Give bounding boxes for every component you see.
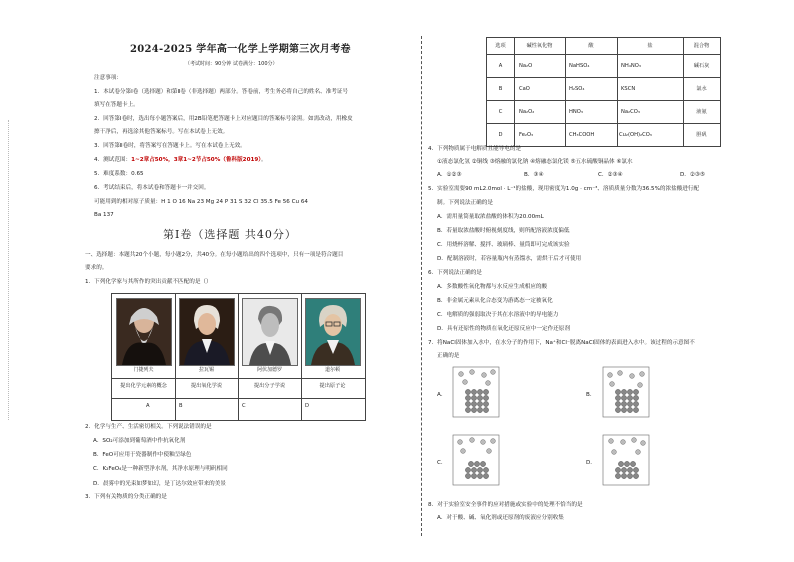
column-divider <box>421 36 422 536</box>
q7-label: A． <box>437 392 447 398</box>
q4-option: A．①②③ <box>437 172 462 178</box>
option-letter: B <box>179 403 183 409</box>
table-cell: Na₂CO₃ <box>621 108 640 115</box>
table-cell: Fe₂O₃ <box>519 131 534 138</box>
table-cell: HNO₃ <box>569 108 583 115</box>
scientist-name: 门捷列夫 <box>133 367 154 373</box>
table-cell: 液氨 <box>696 108 707 115</box>
q8-option: A．对于酸、碱、氧化剂或还原剂的废液应分别收集 <box>437 515 564 521</box>
q5-option: B．若量取浓盐酸时俯视刻度线，则所配溶液浓度偏低 <box>437 228 570 234</box>
table-cell: C <box>498 108 503 115</box>
q1-stem: 1．下列化学家与其所作的突出贡献不匹配的是（） <box>85 279 212 285</box>
q4-items: ①液态氯化氢 ②铜线 ③熔融的氯化钠 ④熔融态氯化镁 ⑤五水硫酸铜晶体 ⑥氯水 <box>437 159 633 165</box>
section-intro-cont: 要求的。 <box>85 265 108 271</box>
q7-label: B． <box>586 392 596 398</box>
scientist-contribution: 提出分子学说 <box>253 383 286 389</box>
q2-option: C．K₂FeO₄是一种新型净水剂，其净水原理与明矾相同 <box>93 466 228 472</box>
section-title: 第Ⅰ卷（选择题 共40分） <box>163 228 297 241</box>
q5-option: A．需用量筒量取浓盐酸的体积为20.00mL <box>437 214 544 220</box>
q6-stem: 6．下列说法正确的是 <box>428 270 482 276</box>
exam-title: 2024-2025 学年高一化学上学期第三次月考卷 <box>130 44 351 55</box>
q7-label: D． <box>586 460 596 466</box>
table-cell: CH₃COOH <box>569 131 595 138</box>
table-cell: D <box>498 131 503 138</box>
atomic-masses-cont: Ba 137 <box>94 212 114 218</box>
q7-label: C． <box>437 460 447 466</box>
table-cell: NaHSO₄ <box>569 62 590 69</box>
table-cell: Na₂O <box>519 62 533 69</box>
margin-line <box>8 120 9 420</box>
q2-option: D．晨雾中的光束如梦如幻，是丁达尔效应带来的美景 <box>93 481 226 487</box>
table-header: 碱性氧化物 <box>526 43 553 49</box>
scientist-name: 阿伏加德罗 <box>256 367 282 373</box>
table-cell: 碱石灰 <box>693 62 710 69</box>
table-cell: KSCN <box>621 85 636 92</box>
notice-difficulty: 5．难度系数：0.65 <box>94 171 144 177</box>
table-header: 盐 <box>647 43 653 49</box>
notice-line: 2．回答第Ⅰ卷时，选出每小题答案后，用2B铅笔把答题卡上对应题目的答案标号涂黑。如需改动，用橡皮 <box>94 116 353 122</box>
scientist-contribution: 提出原子论 <box>319 383 346 389</box>
q6-option: B．非金属元素从化合态变为游离态一定被氧化 <box>437 298 553 304</box>
notice-heading: 注意事项： <box>94 75 122 81</box>
q5-stem-cont: 制。下列说法正确的是 <box>437 200 493 206</box>
q6-option: D．具有还原性的物质在氧化还原反应中一定作还原剂 <box>437 326 570 332</box>
table-cell: NH₄NO₃ <box>621 62 641 69</box>
q6-option: C．电解质的强弱取决于其在水溶液中的导电能力 <box>437 312 559 318</box>
notice-scope-highlight: 1~2章占50%，3章1~2节占50%（鲁科版2019） <box>131 157 262 163</box>
notice-scope-suffix: 。 <box>261 157 267 163</box>
scientist-contribution: 提出化学元素的概念 <box>120 383 167 389</box>
table-cell: B <box>498 85 503 92</box>
q4-stem: 4．下列物质属于电解质且能导电的是 <box>428 146 522 152</box>
table-header: 酸 <box>588 43 594 49</box>
table-cell: 胆矾 <box>696 131 707 138</box>
portrait-mendeleev <box>116 298 172 366</box>
exam-subtitle: （考试时间：90分钟 试卷满分：100分） <box>185 61 278 67</box>
table-cell: A <box>498 62 503 69</box>
scientist-table <box>111 293 366 421</box>
table-header: 混合物 <box>693 43 710 49</box>
notice-line: 3．回答第Ⅱ卷时，将答案写在答题卡上。写在本试卷上无效。 <box>94 143 246 149</box>
notice-scope-prefix: 4．测试范围： <box>94 157 132 163</box>
scientist-contribution: 提出氧化学说 <box>190 383 223 389</box>
q4-option: C．②③④ <box>598 172 623 178</box>
section-intro: 一、选择题：本题共20个小题，每小题2分，共40分。在每小题给出的四个选项中，只有一项是符合题目 <box>85 252 344 258</box>
dissolution-diagram-c <box>452 434 500 486</box>
dissolution-diagram-d <box>602 434 650 486</box>
atomic-masses: 可能用到的相对原子质量：H 1 O 16 Na 23 Mg 24 P 31 S 32 Cl 35.5 Fe 56 Cu 64 <box>94 199 308 205</box>
q6-option: A．多数酸性氧化物都与水反应生成相应的酸 <box>437 284 548 290</box>
portrait-avogadro <box>242 298 298 366</box>
classification-table <box>486 37 721 147</box>
table-cell: 氯水 <box>696 85 707 92</box>
q2-stem: 2．化学与生产、生活密切相关。下列说法错误的是 <box>85 424 212 430</box>
q5-option: C．用烧杯溶解、搅拌、玻璃棒、量筒即可完成该实验 <box>437 242 570 248</box>
notice-scope <box>94 157 267 164</box>
table-cell: Cu₂(OH)₂CO₃ <box>619 131 652 138</box>
q4-option: D．②③⑤ <box>680 172 705 178</box>
q7-stem: 7．将NaCl固体加入水中，在水分子的作用下，Na⁺和Cl⁻脱离NaCl固体的表面进入水中。该过程的示意图不 <box>428 340 695 346</box>
portrait-lavoisier <box>179 298 235 366</box>
table-cell: H₂SO₄ <box>569 85 585 92</box>
notice-submit: 6．考试结束后，将本试卷和答题卡一并交回。 <box>94 185 210 191</box>
option-letter: C <box>242 403 246 409</box>
notice-line: 1．本试卷分第Ⅰ卷（选择题）和第Ⅱ卷（非选择题）两部分。答卷前，考生务必将自己的姓名、准考证号 <box>94 89 349 95</box>
q2-option: B．FeO可应用于瓷器制作中使釉呈绿色 <box>93 452 192 458</box>
q7-stem-cont: 正确的是 <box>437 353 460 359</box>
q4-option: B．③④ <box>524 172 544 178</box>
table-cell: Na₂O₂ <box>519 108 535 115</box>
table-header: 选项 <box>495 43 506 49</box>
option-letter: D <box>305 403 309 409</box>
dissolution-diagram-b <box>602 366 650 418</box>
q5-option: D．配制溶液时，若容量瓶内有蒸馏水，需烘干后才可使用 <box>437 256 582 262</box>
notice-line: 擦干净后，再选涂其他答案标号。写在本试卷上无效。 <box>94 129 229 135</box>
q5-stem: 5．实验室需要90 mL2.0mol · L⁻¹的盐酸，现用密度为1.0g · cm⁻³、溶质质量分数为36.5%的浓盐酸进行配 <box>428 186 700 192</box>
notice-line: 填写在答题卡上。 <box>94 102 139 108</box>
scientist-name: 拉瓦锡 <box>198 367 214 373</box>
option-letter: A <box>146 403 150 409</box>
portrait-dalton <box>305 298 361 366</box>
table-cell: CaO <box>519 85 530 92</box>
q8-stem: 8．对于实验室安全事件的应对措施或实验中的处理不恰当的是 <box>428 502 583 508</box>
dissolution-diagram-a <box>452 366 500 418</box>
q3-stem: 3．下列有关物质的分类正确的是 <box>85 494 167 500</box>
q2-option: A．SO₂可添加到葡萄酒中作抗氧化剂 <box>93 438 186 444</box>
scientist-name: 道尔顿 <box>324 367 340 373</box>
